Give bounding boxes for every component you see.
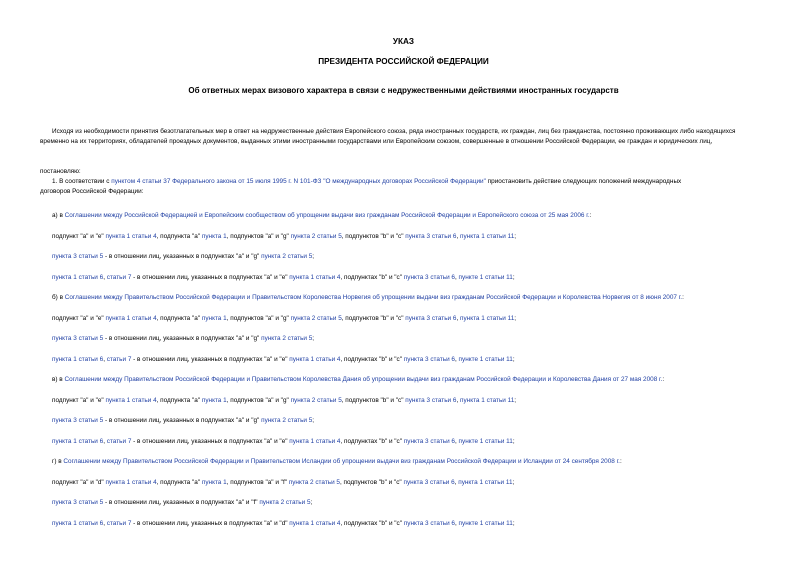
line-text: ,: [454, 519, 459, 527]
line-text: ,: [103, 437, 107, 445]
article-link[interactable]: пункта 1 статьи 4: [289, 355, 341, 363]
provision-line: [52, 397, 516, 405]
line-text: - в отношении лиц, указанных в подпунктах "а" и "d": [131, 519, 290, 527]
line-text: , подпункта "а": [156, 314, 202, 322]
line-text: ,: [454, 478, 459, 486]
article-link[interactable]: пункта 3 статьи 6: [403, 478, 455, 486]
article-link[interactable]: пункта 3 статьи 6: [403, 273, 455, 281]
line-text: - в отношении лиц, указанных в подпунктах "а" и "g": [103, 417, 262, 424]
provision-line: [52, 417, 314, 425]
provision-line: [52, 479, 514, 487]
line-text: б) в: [52, 294, 65, 301]
agreement-link[interactable]: Соглашении между Правительством Российской Федерации и Правительством Королевства Норвегия об упрощении выдачи виз гражданам Российской Федерации и Королевства Норвегия от 8 июня 2007 г.: [64, 294, 683, 301]
line-text: - в отношении лиц, указанных в подпунктах "а" и "е": [131, 437, 290, 445]
article-link[interactable]: пункта 1 статьи 4: [289, 519, 341, 527]
article-link[interactable]: пункта 3 статьи 6: [403, 437, 455, 445]
law-link[interactable]: пунктом 4 статьи 37 Федерального закона от 15 июля 1995 г. N 101-ФЗ "О международных договорах Российской Федерации": [111, 178, 486, 185]
provision-line: [52, 438, 515, 446]
article-link[interactable]: пункта 3 статьи 6: [405, 232, 457, 240]
provision-line: [52, 356, 515, 364]
line-text: подпункт "а" и "е": [52, 396, 106, 404]
line-text: ;: [514, 396, 517, 404]
provision-line: [52, 499, 312, 507]
article-link[interactable]: пункта 2 статьи 5: [290, 396, 342, 404]
provision-line: [52, 520, 515, 528]
line-text: в) в: [52, 376, 65, 383]
line-text: - в отношении лиц, указанных в подпунктах "а" и "f": [103, 499, 260, 506]
provision-line: [52, 233, 516, 241]
article-link[interactable]: пункта 1 статьи 4: [105, 396, 157, 404]
article-link[interactable]: пункта 2 статьи 5: [259, 499, 311, 506]
article-link[interactable]: пункта 1 статьи 6: [52, 437, 104, 445]
line-text: , подпунктов "b" и "c": [341, 314, 406, 322]
item-1-text-cont: приостановить действие следующих положений международных: [485, 178, 682, 185]
article-link[interactable]: пункте 1 статьи 11: [458, 355, 513, 363]
article-link[interactable]: пункта 1 статьи 11: [458, 478, 513, 486]
article-link[interactable]: пункта 1 статьи 11: [460, 314, 515, 322]
article-link[interactable]: пункта 3 статьи 6: [403, 519, 455, 527]
line-text: подпункт "а" и "е": [52, 232, 106, 240]
agreement-link[interactable]: Соглашении между Правительством Российской Федерации и Правительством Королевства Дания об упрощении выдачи виз гражданам Российской Федерации и Королевства Дания от 27 мая 2008 г.: [64, 376, 663, 383]
article-link[interactable]: пункта 1: [201, 232, 227, 240]
agreement-heading: [52, 294, 684, 302]
line-text: ;: [512, 478, 515, 486]
line-text: - в отношении лиц, указанных в подпунктах "а" и "g": [103, 335, 262, 342]
article-link[interactable]: пункта 3 статьи 6: [403, 355, 455, 363]
article-link[interactable]: пункта 1 статьи 11: [460, 396, 515, 404]
line-text: ;: [514, 314, 517, 322]
article-link[interactable]: пункта 2 статьи 5: [261, 417, 313, 424]
line-text: , подпунктах "b" и "c": [340, 273, 404, 281]
line-text: , подпунктов "а" и "g": [226, 232, 291, 240]
article-link[interactable]: пункта 1 статьи 4: [105, 478, 157, 486]
article-link[interactable]: пункта 2 статьи 5: [261, 253, 313, 260]
provision-line: [52, 315, 516, 323]
line-text: :: [682, 294, 684, 301]
article-link[interactable]: пункте 1 статьи 11: [458, 273, 513, 281]
article-link[interactable]: статьи 7: [106, 273, 132, 281]
line-text: ,: [456, 314, 461, 322]
line-text: ;: [312, 335, 315, 342]
doc-subject: Об ответных мерах визового характера в связи с недружественными действиями иностранных государств: [188, 86, 619, 95]
line-text: ,: [103, 519, 107, 527]
line-text: ;: [512, 355, 515, 363]
line-text: ;: [512, 273, 515, 281]
article-link[interactable]: пункте 1 статьи 11: [458, 519, 513, 527]
article-link[interactable]: пункта 1 статьи 6: [52, 519, 104, 527]
line-text: , подпунктах "b" и "c": [340, 519, 404, 527]
article-link[interactable]: пункта 1 статьи 4: [105, 232, 157, 240]
line-text: :: [662, 376, 665, 383]
line-text: - в отношении лиц, указанных в подпунктах "а" и "g": [103, 253, 262, 260]
article-link[interactable]: пункта 2 статьи 5: [290, 232, 342, 240]
line-text: , подпунктов "b" и "c": [339, 478, 404, 486]
line-text: , подпунктов "а" и "g": [226, 314, 291, 322]
item-1-text: 1. В соответствии с: [52, 178, 112, 185]
line-text: , подпунктов "а" и "f": [226, 478, 289, 486]
agreement-link[interactable]: Соглашении между Российской Федерацией и Европейским сообществом об упрощении выдачи виз гражданам Российской Федерации и Европейского союза от 25 мая 2006 г.: [64, 212, 590, 219]
line-text: - в отношении лиц, указанных в подпунктах "а" и "е": [131, 355, 290, 363]
line-text: , подпункта "а": [156, 478, 202, 486]
line-text: ;: [310, 499, 313, 506]
article-link[interactable]: пункта 1 статьи 4: [105, 314, 157, 322]
agreement-link[interactable]: Соглашении между Правительством Российской Федерации и Правительством Исландии об упрощении выдачи виз гражданам Российской Федерации и Исландии от 24 сентября 2008 г.: [63, 458, 620, 465]
article-link[interactable]: статьи 7: [106, 355, 132, 363]
article-link[interactable]: пункта 1 статьи 4: [289, 437, 341, 445]
line-text: а) в: [52, 212, 65, 219]
article-link[interactable]: пункта 1 статьи 6: [52, 273, 104, 281]
line-text: ,: [456, 232, 461, 240]
article-link[interactable]: пункта 2 статьи 5: [288, 478, 340, 486]
line-text: ,: [454, 355, 459, 363]
line-text: ;: [312, 417, 315, 424]
provision-line: [52, 274, 515, 282]
article-link[interactable]: пункта 1: [201, 314, 227, 322]
article-link[interactable]: пункта 1 статьи 11: [460, 232, 515, 240]
line-text: ,: [103, 355, 107, 363]
line-text: , подпункта "а": [156, 396, 202, 404]
article-link[interactable]: пункта 3 статьи 5: [52, 253, 104, 260]
article-link[interactable]: пункта 3 статьи 6: [405, 314, 457, 322]
agreement-heading: [52, 458, 622, 466]
article-link[interactable]: пункта 3 статьи 5: [52, 335, 104, 342]
line-text: ;: [512, 437, 515, 445]
provision-line: [52, 335, 314, 343]
doc-type-title: УКАЗ: [392, 37, 415, 46]
line-text: подпункт "а" и "d": [52, 478, 106, 486]
line-text: ;: [512, 519, 515, 527]
line-text: , подпунктов "b" и "c": [341, 232, 406, 240]
agreement-heading: [52, 376, 664, 384]
agreement-heading: [52, 212, 591, 220]
line-text: ,: [456, 396, 461, 404]
item-1-line-1: [52, 178, 681, 186]
line-text: г) в: [52, 458, 64, 465]
line-text: ;: [514, 232, 517, 240]
article-link[interactable]: пункта 1 статьи 6: [52, 355, 104, 363]
line-text: , подпунктов "b" и "c": [341, 396, 406, 404]
article-link[interactable]: пункта 1: [201, 396, 227, 404]
decree-word: постановляю:: [40, 168, 81, 175]
article-link[interactable]: статьи 7: [106, 437, 132, 445]
line-text: ;: [312, 253, 315, 260]
line-text: :: [589, 212, 592, 219]
article-link[interactable]: пункта 1 статьи 4: [289, 273, 341, 281]
line-text: , подпунктах "b" и "c": [340, 437, 404, 445]
line-text: ,: [103, 273, 107, 281]
provision-line: [52, 253, 314, 261]
doc-issuer-title: ПРЕЗИДЕНТА РОССИЙСКОЙ ФЕДЕРАЦИИ: [318, 57, 489, 66]
item-1-line-2: договоров Российской Федерации:: [40, 188, 144, 195]
article-link[interactable]: пункта 3 статьи 6: [405, 396, 457, 404]
line-text: , подпунктах "b" и "c": [340, 355, 404, 363]
line-text: :: [619, 458, 622, 465]
article-link[interactable]: пункте 1 статьи 11: [458, 437, 513, 445]
article-link[interactable]: пункта 2 статьи 5: [261, 335, 313, 342]
line-text: подпункт "а" и "е": [52, 314, 106, 322]
line-text: ,: [454, 437, 459, 445]
line-text: , подпункта "а": [156, 232, 202, 240]
preamble: Исходя из необходимости принятия безотлагательных мер в ответ на недружественные действия Европейского союза, ряда иностранных государств, их граждан, лиц без гражданства, постоянно проживающих либо находящихся временно на их территориях, обладателей проездных документов, выданных этими иностранными государствами или Европейским союзом, совершенные в отношении Российской Федерации, ее граждан и юридических лиц,: [40, 128, 736, 145]
line-text: - в отношении лиц, указанных в подпунктах "а" и "е": [131, 273, 290, 281]
article-link[interactable]: пункта 2 статьи 5: [290, 314, 342, 322]
article-link[interactable]: пункта 3 статьи 5: [52, 417, 104, 424]
article-link[interactable]: пункта 1: [201, 478, 227, 486]
article-link[interactable]: пункта 3 статьи 5: [52, 499, 104, 506]
article-link[interactable]: статьи 7: [106, 519, 132, 527]
line-text: ,: [454, 273, 459, 281]
line-text: , подпунктов "а" и "g": [226, 396, 291, 404]
